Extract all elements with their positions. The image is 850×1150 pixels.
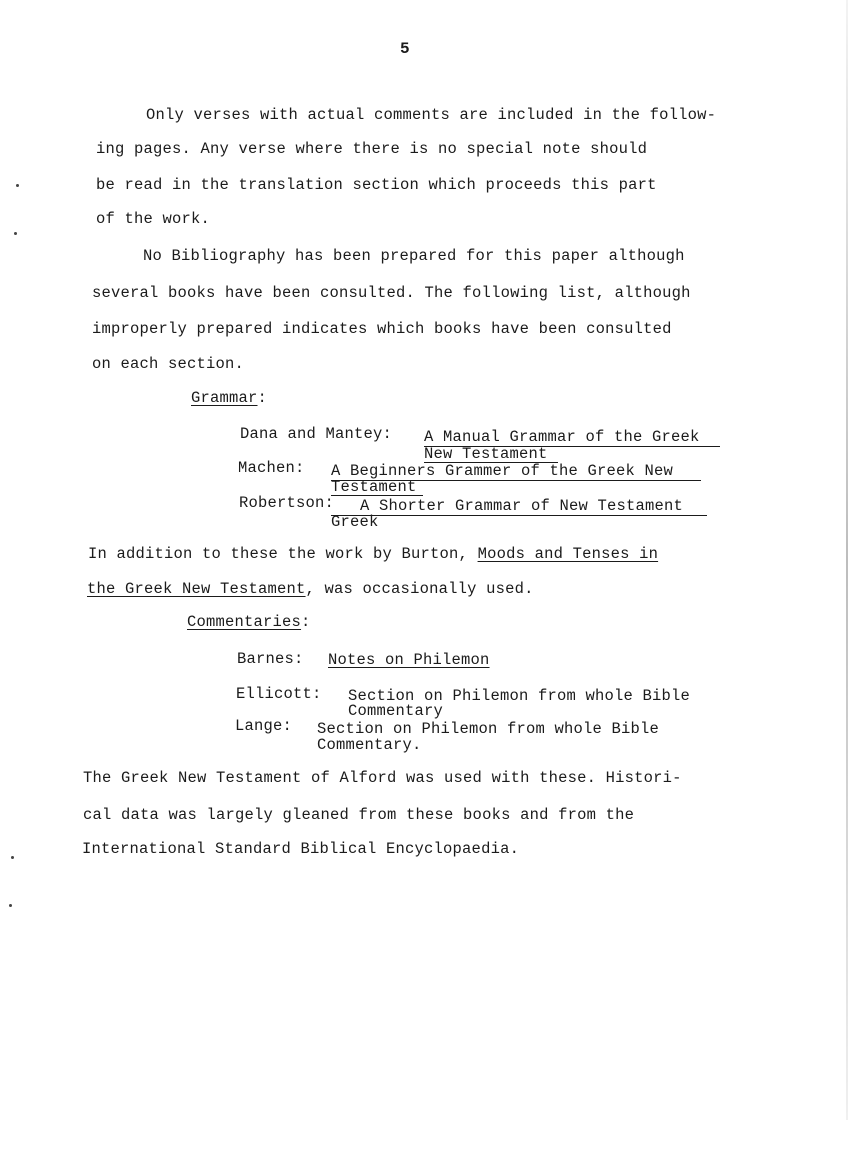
entry-author: Barnes:: [237, 650, 304, 668]
heading-colon: :: [301, 613, 311, 631]
title-rule: [331, 495, 423, 496]
entry-title-line: A Manual Grammar of the Greek: [424, 428, 700, 446]
text-line: ing pages. Any verse where there is no special note should: [96, 140, 648, 158]
commentaries-heading: [187, 613, 311, 631]
page-number: 5: [400, 40, 410, 58]
text-line: No Bibliography has been prepared for this paper although: [143, 247, 685, 265]
text-line: be read in the translation section which proceeds this part: [96, 176, 657, 194]
text-line: [88, 545, 658, 563]
heading-colon: :: [257, 389, 268, 407]
entry-title-line: Greek: [331, 513, 379, 531]
text-span: , was occasionally used.: [305, 580, 534, 598]
text-line: on each section.: [92, 355, 245, 373]
grammar-heading-text: Grammar: [191, 389, 258, 407]
book-title: Moods and Tenses in: [477, 545, 659, 563]
commentaries-heading-text: Commentaries: [187, 613, 302, 631]
entry-title-line: A Shorter Grammar of New Testament: [360, 497, 684, 515]
text-line: several books have been consulted. The following list, although: [92, 284, 691, 302]
entry-title-line: New Testament: [424, 445, 548, 463]
speck-3: [11, 856, 14, 859]
entry-title-line: Testament: [331, 478, 417, 496]
entry-desc-line: Section on Philemon from whole Bible: [317, 720, 660, 738]
entry-author: Lange:: [235, 717, 293, 735]
entry-desc-line: Commentary: [348, 702, 444, 720]
paper-edge-shadow: [846, 0, 848, 1120]
entry-title-line: A Beginners Grammer of the Greek New: [331, 462, 674, 480]
entry-author: Machen:: [238, 459, 305, 477]
text-line: improperly prepared indicates which books have been consulted: [92, 320, 672, 338]
entry-author: Robertson:: [239, 494, 335, 512]
speck-1: [16, 184, 19, 187]
text-line: [87, 580, 534, 598]
entry-desc-line: Commentary.: [317, 736, 422, 754]
book-title: the Greek New Testament: [87, 580, 306, 598]
title-rule: [331, 515, 707, 516]
grammar-heading: [191, 389, 267, 407]
text-line: of the work.: [96, 210, 211, 228]
entry-author: Dana and Mantey:: [240, 425, 393, 443]
text-line: International Standard Biblical Encyclopaedia.: [82, 840, 520, 858]
text-span: In addition to these the work by Burton,: [88, 545, 478, 563]
text-line: The Greek New Testament of Alford was used with these. Histori-: [83, 769, 682, 787]
entry-desc-line: Section on Philemon from whole Bible: [348, 687, 691, 705]
entry-author: Ellicott:: [236, 685, 322, 703]
text-line: Only verses with actual comments are included in the follow-: [146, 106, 717, 124]
speck-4: [9, 904, 12, 907]
speck-2: [14, 232, 17, 235]
entry-title-line: Notes on Philemon: [328, 651, 490, 669]
text-line: cal data was largely gleaned from these books and from the: [83, 806, 635, 824]
